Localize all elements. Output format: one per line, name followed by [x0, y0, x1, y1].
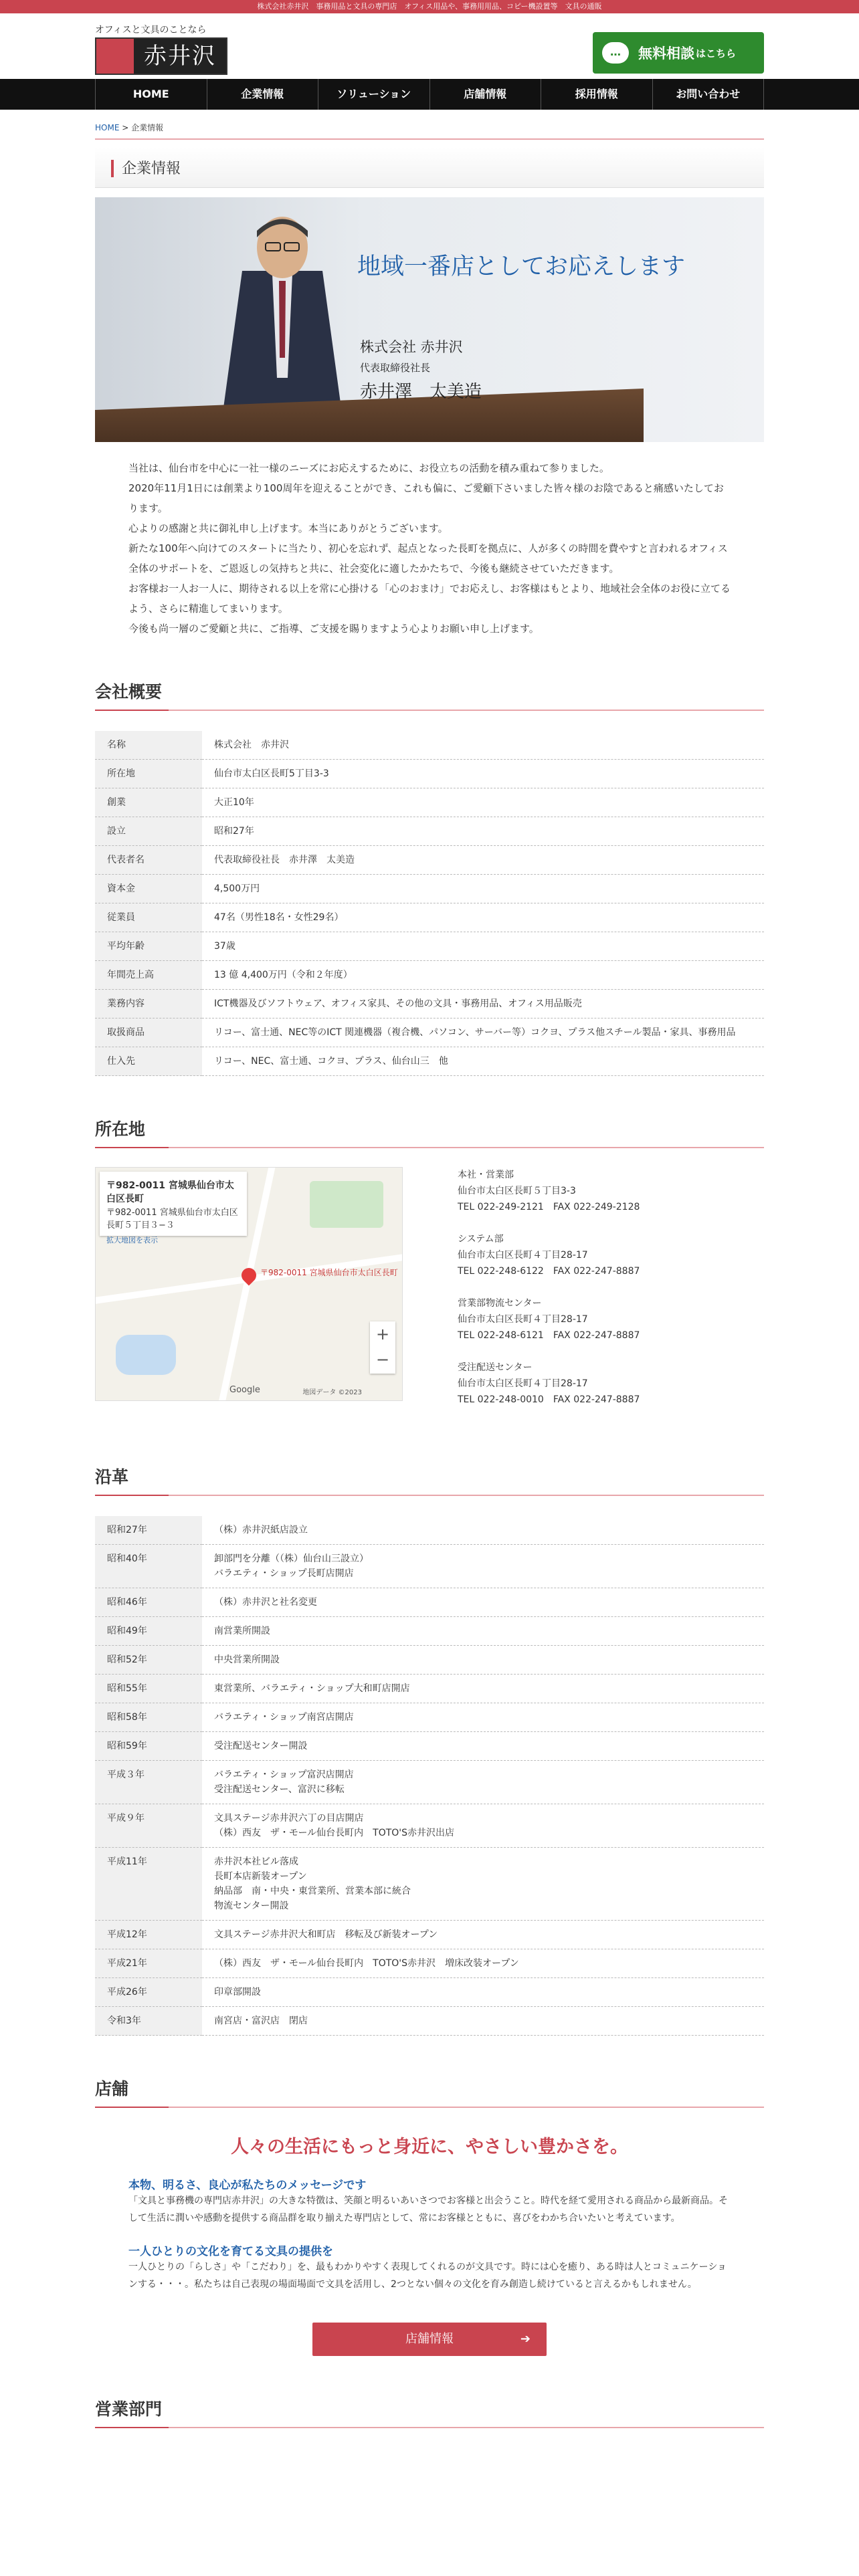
- store-messages: [128, 2175, 731, 2293]
- overview-row: [95, 1018, 764, 1047]
- overview-value: 37歳: [202, 932, 764, 961]
- history-row: [95, 1588, 764, 1617]
- history-heading: 沿革: [95, 1464, 764, 1496]
- history-event: 長町本店新装オープン: [214, 1871, 307, 1882]
- site-logo[interactable]: [95, 37, 227, 75]
- history-event: 東営業所、バラエティ・ショップ大和町店開店: [214, 1683, 410, 1694]
- history-event: 中央営業所開設: [214, 1654, 280, 1665]
- store-message-text: 一人ひとりの「らしさ」や「こだわり」を、最もわかりやすく表現してくれるのが文具です。時には心を癒り、ある時は人とコミュニケーションする・・・。私たちは自己表現の場面場面で文具を活用し、2つとない個々の文化を育み創造し続けていると言えるかもしれません。: [128, 2262, 727, 2290]
- history-row: [95, 1978, 764, 2007]
- history-row: [95, 1761, 764, 1804]
- overview-row: [95, 817, 764, 846]
- page-title-text: 企業情報: [122, 160, 181, 177]
- overview-value: リコー、富士通、NEC等のICT 関連機器（複合機、パソコン、サーバー等）コクヨ、プラス他スチール製品・家具、事務用品: [202, 1018, 764, 1047]
- overview-key: 名称: [95, 731, 202, 760]
- history-year: 令和3年: [95, 2007, 202, 2036]
- history-event: バラエティ・ショップ南宮店開店: [214, 1712, 354, 1723]
- office-tel: TEL 022-248-6121 FAX 022-247-8887: [458, 1330, 640, 1341]
- history-year: 平成26年: [95, 1978, 202, 2007]
- history-row: [95, 1848, 764, 1921]
- history-row: [95, 1804, 764, 1848]
- overview-key: 仕入先: [95, 1047, 202, 1076]
- history-year: 平成３年: [95, 1761, 202, 1804]
- office-name: 本社・営業部: [458, 1170, 514, 1180]
- overview-value: 47名（男性18名・女性29名）: [202, 903, 764, 932]
- history-events: [202, 1588, 764, 1617]
- history-events: [202, 1978, 764, 2007]
- intro-line: 2020年11月1日には創業より100周年を迎えることができ、これも偏に、ご愛顧下さいました皆々様のお陰であると痛感いたしております。: [128, 482, 724, 514]
- overview-key: 資本金: [95, 875, 202, 903]
- office-tel: TEL 022-248-6122 FAX 022-247-8887: [458, 1266, 640, 1277]
- nav-contact[interactable]: お問い合わせ: [653, 79, 765, 110]
- history-event: 印章部開設: [214, 1987, 261, 1998]
- office-entry: [458, 1360, 640, 1408]
- chat-bubble-icon: …: [602, 42, 629, 64]
- history-year: 昭和59年: [95, 1732, 202, 1761]
- history-events: [202, 2007, 764, 2036]
- intro-line: 当社は、仙台市を中心に一社一様のニーズにお応えするために、お役立ちの活動を積み重ねて参りました。: [128, 462, 609, 474]
- history-events: [202, 1761, 764, 1804]
- history-event: 受注配送センター開設: [214, 1741, 308, 1751]
- zoom-in-icon[interactable]: +: [375, 1325, 390, 1344]
- history-event: 受注配送センター、富沢に移転: [214, 1784, 345, 1795]
- history-events: [202, 1675, 764, 1703]
- office-address: 仙台市太白区長町４丁目28-17: [458, 1250, 588, 1261]
- overview-value: 仙台市太白区長町5丁目3-3: [202, 760, 764, 788]
- map-copyright: 地図データ ©2023: [302, 1389, 362, 1396]
- history-event: バラエティ・ショップ長町店開店: [214, 1568, 354, 1579]
- top-banner: 株式会社赤井沢 事務用品と文具の専門店 オフィス用品や、事務用用品、コピー機設置等 文具の通販: [0, 0, 859, 13]
- intro-line: 心よりの感謝と共に御礼申し上げます。本当にありがとうございます。: [128, 522, 448, 534]
- history-event: バラエティ・ショップ富沢店開店: [214, 1769, 354, 1780]
- history-events: [202, 1804, 764, 1848]
- location-section: [95, 1167, 764, 1424]
- google-map[interactable]: [95, 1167, 403, 1401]
- history-event: 文具ステージ赤井沢六丁の目店開店: [214, 1813, 364, 1824]
- nav-solution[interactable]: ソリューション: [318, 79, 430, 110]
- history-year: 昭和52年: [95, 1646, 202, 1675]
- map-info-card: [100, 1172, 247, 1245]
- history-table: [95, 1516, 764, 2036]
- intro-message: [95, 458, 764, 639]
- sales-heading: 営業部門: [95, 2396, 764, 2428]
- history-year: 昭和40年: [95, 1545, 202, 1588]
- consult-label: 無料相談: [638, 45, 694, 62]
- history-row: [95, 1703, 764, 1732]
- overview-key: 所在地: [95, 760, 202, 788]
- history-events: [202, 1545, 764, 1588]
- hero-slogan: 地域一番店としてお応えします: [357, 253, 686, 280]
- overview-row: [95, 875, 764, 903]
- office-address: 仙台市太白区長町４丁目28-17: [458, 1378, 588, 1389]
- overview-key: 創業: [95, 788, 202, 817]
- site-header: [95, 13, 764, 79]
- overview-row: [95, 961, 764, 990]
- hero-role: 代表取締役社長: [360, 362, 431, 374]
- history-year: 平成21年: [95, 1949, 202, 1978]
- history-event: （株）西友 ザ・モール仙台長町内 TOTO'S赤井沢出店: [214, 1828, 455, 1838]
- history-event: （株）赤井沢と社名変更: [214, 1597, 317, 1608]
- store-message-text: 「文具と事務機の専門店赤井沢」の大きな特徴は、笑顔と明るいあいさつでお客様と出会うこと。時代を経て愛用される商品から最新商品。そして生活に潤いや感動を提供する商品群を取り揃えた専門店として、常にお客様とともに、喜びをわかち合いたいと考えています。: [128, 2195, 728, 2224]
- overview-table: [95, 731, 764, 1076]
- history-event: 南宮店・富沢店 閉店: [214, 2016, 308, 2026]
- office-name: 受注配送センター: [458, 1362, 533, 1373]
- history-events: [202, 1949, 764, 1978]
- history-row: [95, 1646, 764, 1675]
- office-entry: [458, 1231, 640, 1279]
- logo-tagline: オフィスと文具のことなら: [95, 25, 207, 35]
- history-row: [95, 1921, 764, 1949]
- history-year: 平成９年: [95, 1804, 202, 1848]
- office-tel: TEL 022-248-0010 FAX 022-247-8887: [458, 1394, 640, 1405]
- store-message-heading: 本物、明るさ、良心が私たちのメッセージです: [128, 2179, 367, 2192]
- map-card-sub: 〒982-0011 宮城県仙台市太白区長町５丁目３−３: [106, 1208, 238, 1230]
- history-year: 昭和27年: [95, 1516, 202, 1545]
- arrow-right-icon: ➔: [520, 2332, 531, 2346]
- map-park: [310, 1181, 383, 1228]
- intro-line: 新たな100年へ向けてのスタートに当たり、初心を忘れず、起点となった長町を拠点に、人が多くの時間を費やすと言われるオフィス全体のサポートを、ご恩返しの気持ちと共に、社会変化に適したかたちで、今後も継続させていただきます。: [128, 542, 728, 574]
- map-zoom-control[interactable]: [370, 1321, 395, 1374]
- overview-key: 年間売上高: [95, 961, 202, 990]
- overview-key: 取扱商品: [95, 1018, 202, 1047]
- page-title: [95, 148, 764, 188]
- store-message-heading: 一人ひとりの文化を育てる文具の提供を: [128, 2245, 333, 2258]
- location-heading: 所在地: [95, 1116, 764, 1148]
- overview-row: [95, 760, 764, 788]
- overview-key: 平均年齢: [95, 932, 202, 961]
- global-nav: [0, 79, 859, 110]
- logo-name: 赤井沢: [134, 39, 226, 74]
- consult-suffix: はこちら: [696, 47, 737, 60]
- overview-value: 株式会社 赤井沢: [202, 731, 764, 760]
- history-year: 昭和49年: [95, 1617, 202, 1646]
- intro-line: 今後も尚一層のご愛顧と共に、ご指導、ご支援を賜りますよう心よりお願い申し上げます。: [128, 623, 539, 635]
- office-address: 仙台市太白区長町４丁目28-17: [458, 1314, 588, 1325]
- store-info-label: 店舗情報: [405, 2332, 454, 2346]
- breadcrumb-current: 企業情報: [131, 123, 164, 132]
- overview-value: 大正10年: [202, 788, 764, 817]
- overview-value: 昭和27年: [202, 817, 764, 846]
- history-year: 平成11年: [95, 1848, 202, 1921]
- overview-heading: 会社概要: [95, 679, 764, 711]
- history-year: 昭和58年: [95, 1703, 202, 1732]
- nav-store[interactable]: 店舗情報: [430, 79, 542, 110]
- history-event: 卸部門を分離（（株）仙台山三設立）: [214, 1553, 369, 1564]
- history-event: 納品部 南・中央・東営業所、営業本部に統合: [214, 1886, 411, 1897]
- overview-row: [95, 788, 764, 817]
- history-event: 物流センター開設: [214, 1901, 289, 1911]
- history-row: [95, 1545, 764, 1588]
- intro-line: お客様お一人お一人に、期待される以上を常に心掛ける「心のおまけ」でお応えし、お客様はもとより、地域社会全体のお役に立てるよう、さらに精進してまいります。: [128, 582, 731, 615]
- office-name: システム部: [458, 1234, 504, 1245]
- nav-recruit[interactable]: 採用情報: [541, 79, 653, 110]
- free-consult-button[interactable]: [593, 32, 764, 74]
- history-events: [202, 1617, 764, 1646]
- history-events: [202, 1703, 764, 1732]
- overview-value: 13 億 4,400万円（令和２年度）: [202, 961, 764, 990]
- overview-key: 代表者名: [95, 846, 202, 875]
- google-logo: Google: [229, 1385, 260, 1395]
- history-event: 文具ステージ赤井沢大和町店 移転及び新装オープン: [214, 1929, 438, 1940]
- overview-value: 代表取締役社長 赤井澤 太美造: [202, 846, 764, 875]
- history-row: [95, 1675, 764, 1703]
- store-catchcopy: 人々の生活にもっと身近に、やさしい豊かさを。: [231, 2137, 628, 2157]
- history-year: 昭和46年: [95, 1588, 202, 1617]
- history-event: 南営業所開設: [214, 1626, 270, 1636]
- history-year: 昭和55年: [95, 1675, 202, 1703]
- overview-row: [95, 932, 764, 961]
- history-events: [202, 1516, 764, 1545]
- breadcrumb-sep: >: [122, 123, 129, 132]
- hero-banner: [95, 197, 764, 442]
- office-address: 仙台市太白区長町５丁目3-3: [458, 1186, 576, 1196]
- history-row: [95, 1949, 764, 1978]
- overview-key: 業務内容: [95, 990, 202, 1018]
- office-entry: [458, 1295, 640, 1344]
- overview-row: [95, 990, 764, 1018]
- overview-key: 従業員: [95, 903, 202, 932]
- store-info-button[interactable]: [312, 2323, 547, 2356]
- history-row: [95, 1516, 764, 1545]
- map-pin-label: 〒982-0011 宮城県仙台市太白区長町: [260, 1268, 398, 1277]
- map-enlarge-link[interactable]: 拡大地図を表示: [106, 1236, 158, 1245]
- overview-key: 設立: [95, 817, 202, 846]
- overview-value: 4,500万円: [202, 875, 764, 903]
- history-row: [95, 1617, 764, 1646]
- overview-value: リコー、NEC、富士通、コクヨ、プラス、仙台山三 他: [202, 1047, 764, 1076]
- logo-red-block: [96, 39, 134, 74]
- history-events: [202, 1646, 764, 1675]
- history-year: 平成12年: [95, 1921, 202, 1949]
- office-tel: TEL 022-249-2121 FAX 022-249-2128: [458, 1202, 640, 1212]
- history-event: （株）西友 ザ・モール仙台長町内 TOTO'S赤井沢 増床改装オープン: [214, 1958, 519, 1969]
- breadcrumb-home[interactable]: HOME: [95, 123, 120, 132]
- overview-row: [95, 903, 764, 932]
- overview-row: [95, 1047, 764, 1076]
- hero-company: 株式会社 赤井沢: [360, 339, 463, 355]
- overview-row: [95, 731, 764, 760]
- history-event: 赤井沢本社ビル落成: [214, 1856, 298, 1867]
- history-events: [202, 1732, 764, 1761]
- history-events: [202, 1921, 764, 1949]
- nav-home[interactable]: HOME: [95, 79, 207, 110]
- store-heading: 店舗: [95, 2076, 764, 2108]
- office-entry: [458, 1167, 640, 1215]
- overview-row: [95, 846, 764, 875]
- nav-company[interactable]: 企業情報: [207, 79, 319, 110]
- office-name: 営業部物流センター: [458, 1298, 542, 1309]
- map-card-title: 〒982-0011 宮城県仙台市太白区長町: [106, 1180, 234, 1204]
- history-events: [202, 1848, 764, 1921]
- breadcrumb: [95, 122, 764, 140]
- history-row: [95, 2007, 764, 2036]
- hero-name: 赤井澤 太美造: [360, 382, 482, 402]
- map-water: [116, 1335, 176, 1375]
- office-list: [458, 1167, 640, 1424]
- history-row: [95, 1732, 764, 1761]
- history-event: （株）赤井沢紙店設立: [214, 1525, 308, 1535]
- overview-value: ICT機器及びソフトウェア、オフィス家具、その他の文具・事務用品、オフィス用品販売: [202, 990, 764, 1018]
- zoom-out-icon[interactable]: −: [375, 1350, 390, 1369]
